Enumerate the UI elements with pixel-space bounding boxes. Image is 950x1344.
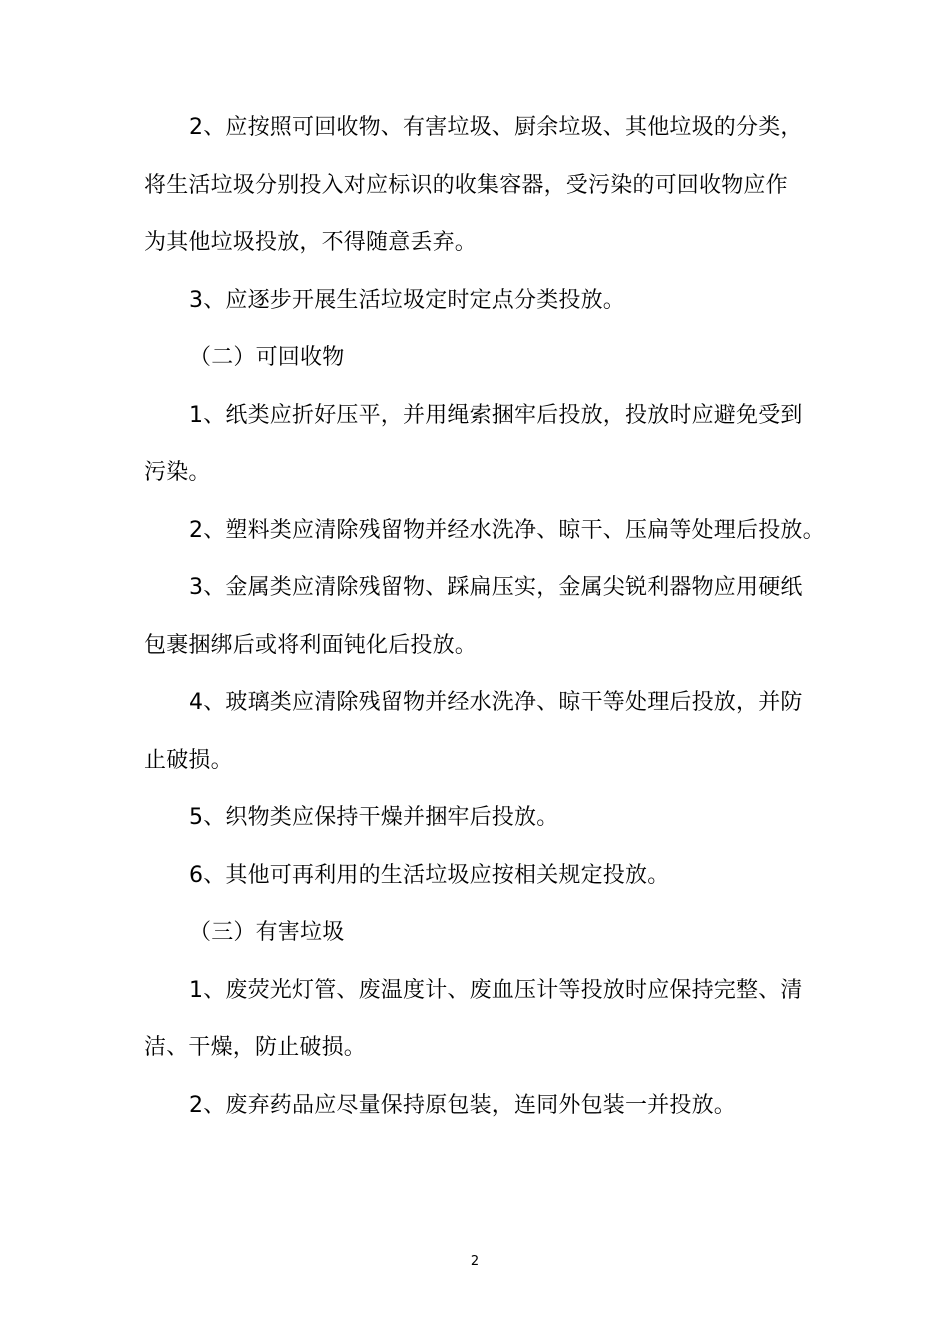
- page-number: 2: [470, 1254, 480, 1269]
- paragraph-line: 将生活垃圾分别投入对应标识的收集容器，受污染的可回收物应作: [144, 173, 788, 198]
- paragraph-line: 污染。: [144, 460, 211, 485]
- paragraph-line: 1、纸类应折好压平，并用绳索捆牢后投放，投放时应避免受到: [189, 403, 803, 428]
- paragraph-line: 3、应逐步开展生活垃圾定时定点分类投放。: [189, 288, 625, 313]
- paragraph-line: 包裹捆绑后或将利面钝化后投放。: [144, 633, 478, 658]
- paragraph-line: 5、织物类应保持干燥并捆牢后投放。: [189, 805, 559, 830]
- paragraph-line: 为其他垃圾投放，不得随意丢弃。: [144, 230, 478, 255]
- section-heading: （三）有害垃圾: [189, 920, 345, 945]
- paragraph-line: 6、其他可再利用的生活垃圾应按相关规定投放。: [189, 863, 670, 888]
- paragraph-line: 洁、干燥，防止破损。: [144, 1035, 367, 1060]
- paragraph-line: 止破损。: [144, 748, 233, 773]
- paragraph-line: 1、废荧光灯管、废温度计、废血压计等投放时应保持完整、清: [189, 978, 803, 1003]
- paragraph-line: 4、玻璃类应清除残留物并经水洗净、晾干等处理后投放，并防: [189, 690, 803, 715]
- section-heading: （二）可回收物: [189, 345, 345, 370]
- paragraph-line: 2、废弃药品应尽量保持原包装，连同外包装一并投放。: [189, 1093, 736, 1118]
- paragraph-line: 3、金属类应清除残留物、踩扁压实，金属尖锐利器物应用硬纸: [189, 575, 803, 600]
- paragraph-line: 2、应按照可回收物、有害垃圾、厨余垃圾、其他垃圾的分类，: [189, 115, 803, 140]
- paragraph-line: 2、塑料类应清除残留物并经水洗净、晾干、压扁等处理后投放。: [189, 518, 825, 543]
